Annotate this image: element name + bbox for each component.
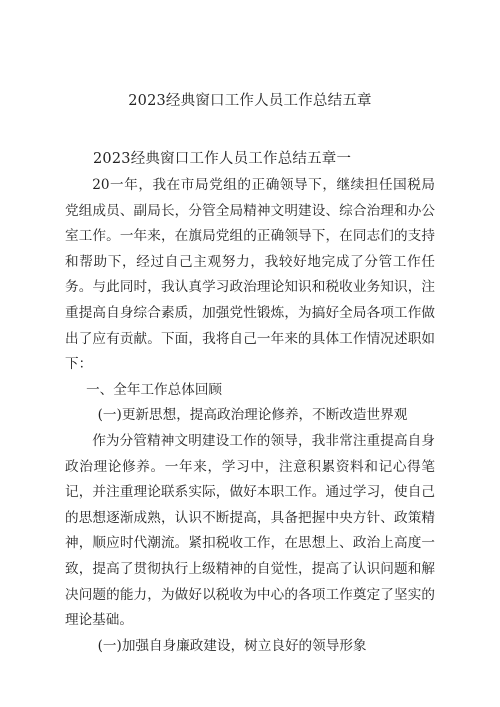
document-title: 2023经典窗口工作人员工作总结五章 (128, 93, 372, 109)
subheading-integrity: (一)加强自身廉政建设，树立良好的领导形象 (97, 637, 367, 654)
heading-overview: 一、全年工作总体回顾 (86, 381, 223, 398)
paragraph-ideology: 作为分管精神文明建设工作的领导，我非常注重提高自身政治理论修养。一年来，学习中，注意积累资料和记心得笔记，并注重理论联系实际，做好本职工作。通过学习，使自己的思想逐渐成熟，认识不断提高，具备把握中央方针、政策精神，顺应时代潮流。紧扣税收工作，在思想上、政治上高度一致，提高了贯彻执行上级精神的自觉性，提高了认识问题和解决问题的能力，为做好以税收为中心的各项工作奠定了坚实的理论基础。 (65, 432, 435, 629)
subheading-ideology: (一)更新思想，提高政治理论修养，不断改造世界观 (97, 407, 408, 424)
body-text (65, 173, 435, 659)
section-heading: 2023经典窗口工作人员工作总结五章一 (93, 151, 352, 167)
paragraph-intro: 20一年，我在市局党组的正确领导下，继续担任国税局党组成员、副局长，分管全局精神文明建设、综合治理和办公室工作。一年来，在旗局党组的正确领导下，在同志们的支持和帮助下，经过自己主观努力，我较好地完成了分管工作任务。与此同时，我认真学习政治理论知识和税收业务知识，注重提高自身综合素质，加强党性锻炼，为搞好全局各项工作做出了应有贡献。下面，我将自己一年来的具体工作情况述职如下： (65, 177, 435, 373)
